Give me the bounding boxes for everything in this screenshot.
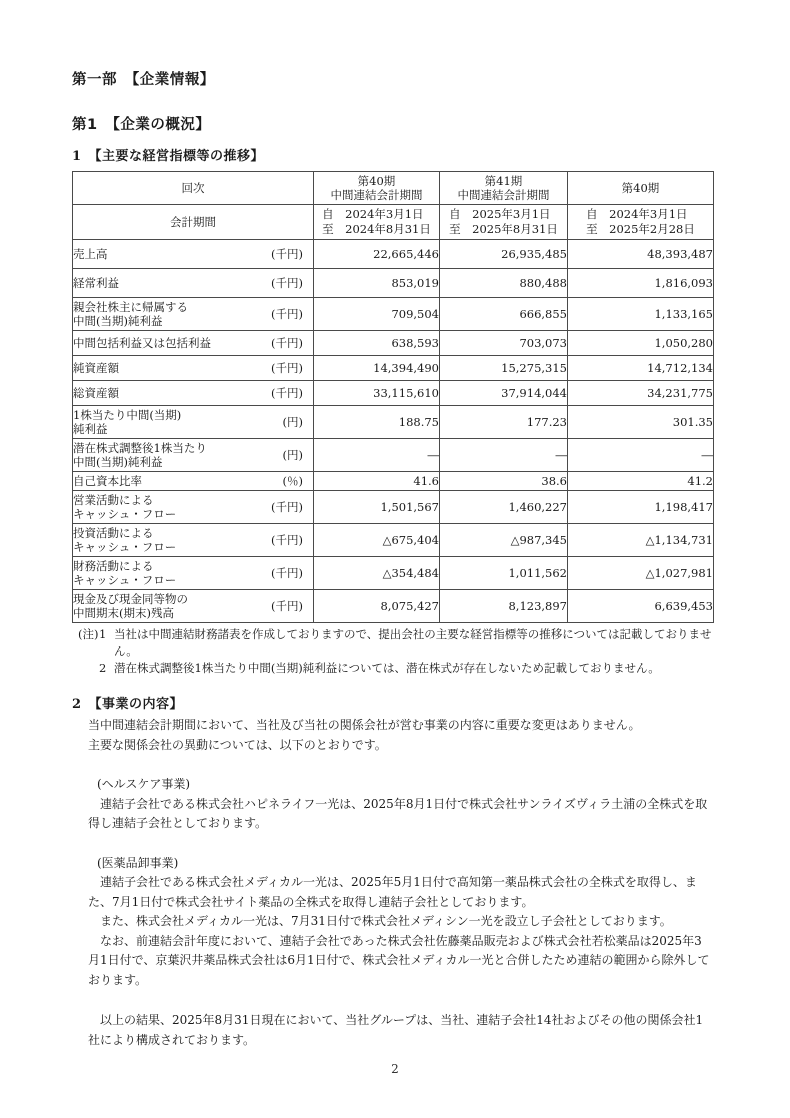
metric-value: 34,231,775 <box>568 381 714 406</box>
metric-value: 38.6 <box>440 472 568 491</box>
metric-label-cell <box>73 439 314 472</box>
metric-value: 1,050,280 <box>568 331 714 356</box>
metric-unit: (千円) <box>271 307 303 321</box>
paragraph: 連結子会社である株式会社ハピネライフ一光は、2025年8月1日付で株式会社サンライズヴィラ土浦の全株式を取得し連結子会社としております。 <box>88 796 708 830</box>
table-row <box>73 298 714 331</box>
table-row <box>73 439 714 472</box>
metric-value: △1,027,981 <box>568 557 714 590</box>
metric-label: 売上高 <box>73 247 108 261</box>
table-row <box>73 524 714 557</box>
metric-label: 投資活動による キャッシュ・フロー <box>73 526 177 554</box>
indicators-table-body <box>73 240 714 623</box>
metric-value: 15,275,315 <box>440 356 568 381</box>
column-round-1: 第41期 中間連結会計期間 <box>440 172 568 205</box>
paragraph: また、株式会社メディカル一光は、7月31日付で株式会社メディシン一光を設立し子会社としております。 <box>100 914 672 928</box>
paragraph: 主要な関係会社の異動については、以下のとおりです。 <box>88 737 387 752</box>
note-text: 潜在株式調整後1株当たり中間(当期)純利益については、潜在株式が存在しないため記載しておりません。 <box>114 661 660 675</box>
chapter-heading: 第1 【企業の概況】 <box>72 117 211 133</box>
healthcare-group <box>88 775 713 834</box>
column-period-2: 自 2024年3月1日 至 2025年2月28日 <box>568 205 714 240</box>
metric-unit: (千円) <box>271 336 303 350</box>
metric-label: 親会社株主に帰属する 中間(当期)純利益 <box>73 300 188 328</box>
metric-value: 703,073 <box>440 331 568 356</box>
metric-label: 財務活動による キャッシュ・フロー <box>73 559 177 587</box>
note-number: 2 <box>99 661 107 675</box>
metric-value: 188.75 <box>314 406 440 439</box>
section2-heading: 2 【事業の内容】 <box>72 697 184 712</box>
metric-unit: (千円) <box>271 247 303 261</box>
metric-value: 41.2 <box>568 472 714 491</box>
part-heading: 第一部 【企業情報】 <box>72 72 215 88</box>
section1-heading: 1 【主要な経営指標等の推移】 <box>72 149 265 164</box>
metric-value: ― <box>440 439 568 472</box>
metric-value: △987,345 <box>440 524 568 557</box>
metric-value: 33,115,610 <box>314 381 440 406</box>
business-intro <box>88 716 713 755</box>
metric-value: 37,914,044 <box>440 381 568 406</box>
table-row <box>73 472 714 491</box>
metric-label-cell <box>73 331 314 356</box>
paragraph: 当中間連結会計期間において、当社及び当社の関係会社が営む事業の内容に重要な変更はありません。 <box>88 718 641 732</box>
table-header-round-row <box>73 172 714 205</box>
metric-label-cell <box>73 269 314 298</box>
paragraph: なお、前連結会計年度において、連結子会社であった株式会社佐藤薬品販売および株式会社若松薬品は2025年3月1日付で、京葉沢井薬品株式会社は6月1日付で、株式会社メディカル一光と合併したため連結の範囲から除外しております。 <box>88 933 710 987</box>
note-number: 1 <box>99 627 107 641</box>
metric-unit: (千円) <box>271 566 303 580</box>
metric-unit: (千円) <box>271 361 303 375</box>
column-round-2: 第40期 <box>568 172 714 205</box>
metric-value: 709,504 <box>314 298 440 331</box>
metric-value: 853,019 <box>314 269 440 298</box>
note-text: 当社は中間連結財務諸表を作成しておりますので、提出会社の主要な経営指標等の推移については記載しておりません。 <box>114 627 712 658</box>
metric-value: 1,133,165 <box>568 298 714 331</box>
metric-value: △675,404 <box>314 524 440 557</box>
metric-label-cell <box>73 240 314 269</box>
business-conclusion: 以上の結果、2025年8月31日現在において、当社グループは、当社、連結子会社14社およびその他の関係会社1社により構成されております。 <box>88 1013 704 1047</box>
metric-label: 自己資本比率 <box>73 474 142 488</box>
table-row <box>73 331 714 356</box>
period-label: 会計期間 <box>73 205 314 240</box>
metric-value: △354,484 <box>314 557 440 590</box>
metric-value: △1,134,731 <box>568 524 714 557</box>
paragraph: 連結子会社である株式会社メディカル一光は、2025年5月1日付で高知第一薬品株式会社の全株式を取得し、また、7月1日付で株式会社サイト薬品の全株式を取得し連結子会社としております。 <box>88 875 697 909</box>
note-prefix <box>72 660 99 677</box>
metric-label: 潜在株式調整後1株当たり 中間(当期)純利益 <box>73 441 207 469</box>
metric-value: 14,712,134 <box>568 356 714 381</box>
metric-value: ― <box>568 439 714 472</box>
metric-value: 301.35 <box>568 406 714 439</box>
metric-label-cell <box>73 524 314 557</box>
metric-value: 666,855 <box>440 298 568 331</box>
metric-value: 1,460,227 <box>440 491 568 524</box>
metric-label-cell <box>73 381 314 406</box>
metric-unit: (円) <box>282 415 303 429</box>
table-row <box>73 557 714 590</box>
column-period-1: 自 2025年3月1日 至 2025年8月31日 <box>440 205 568 240</box>
metric-value: ― <box>314 439 440 472</box>
metric-label-cell <box>73 557 314 590</box>
metric-value: 26,935,485 <box>440 240 568 269</box>
metric-label: 経常利益 <box>73 276 119 290</box>
table-row <box>73 240 714 269</box>
pharma-group <box>88 854 713 991</box>
metric-label-cell <box>73 472 314 491</box>
metric-value: 177.23 <box>440 406 568 439</box>
metric-label-cell <box>73 491 314 524</box>
metric-value: 14,394,490 <box>314 356 440 381</box>
metric-label: 営業活動による キャッシュ・フロー <box>73 493 177 521</box>
metric-value: 48,393,487 <box>568 240 714 269</box>
metric-unit: (千円) <box>271 599 303 613</box>
note-prefix: (注) <box>78 627 99 641</box>
metric-unit: (千円) <box>271 276 303 290</box>
metric-value: 8,123,897 <box>440 590 568 623</box>
metric-value: 1,501,567 <box>314 491 440 524</box>
metric-value: 1,816,093 <box>568 269 714 298</box>
table-notes <box>72 626 713 677</box>
metric-label: 総資産額 <box>73 386 119 400</box>
metric-value: 41.6 <box>314 472 440 491</box>
metric-value: 638,593 <box>314 331 440 356</box>
indicators-table <box>72 171 714 623</box>
healthcare-paragraphs <box>88 795 713 834</box>
table-row <box>73 381 714 406</box>
healthcare-title: (ヘルスケア事業) <box>97 777 191 791</box>
metric-label-cell <box>73 590 314 623</box>
metric-unit: (千円) <box>271 533 303 547</box>
page-number: 2 <box>391 1062 399 1076</box>
metric-value: 1,011,562 <box>440 557 568 590</box>
metric-unit: (千円) <box>271 386 303 400</box>
table-header-period-row <box>73 205 714 240</box>
note-item <box>72 626 713 660</box>
metric-label: 純資産額 <box>73 361 119 375</box>
column-period-0: 自 2024年3月1日 至 2024年8月31日 <box>314 205 440 240</box>
metric-unit: (円) <box>282 448 303 462</box>
metric-label-cell <box>73 298 314 331</box>
metric-value: 22,665,446 <box>314 240 440 269</box>
metric-label: 中間包括利益又は包括利益 <box>73 336 211 350</box>
table-row <box>73 356 714 381</box>
note-item <box>72 660 713 677</box>
metric-value: 8,075,427 <box>314 590 440 623</box>
pharma-paragraphs <box>88 873 713 990</box>
metric-label-cell <box>73 406 314 439</box>
metric-value: 880,488 <box>440 269 568 298</box>
table-row <box>73 406 714 439</box>
metric-label: 現金及び現金同等物の 中間期末(期末)残高 <box>73 592 188 620</box>
metric-value: 6,639,453 <box>568 590 714 623</box>
metric-label: 1株当たり中間(当期) 純利益 <box>73 408 182 436</box>
table-row <box>73 269 714 298</box>
metric-label-cell <box>73 356 314 381</box>
metric-value: 1,198,417 <box>568 491 714 524</box>
table-row <box>73 491 714 524</box>
metric-unit: (％) <box>282 474 303 488</box>
round-label: 回次 <box>73 172 314 205</box>
column-round-0: 第40期 中間連結会計期間 <box>314 172 440 205</box>
table-row <box>73 590 714 623</box>
metric-unit: (千円) <box>271 500 303 514</box>
pharma-title: (医薬品卸事業) <box>97 855 179 870</box>
